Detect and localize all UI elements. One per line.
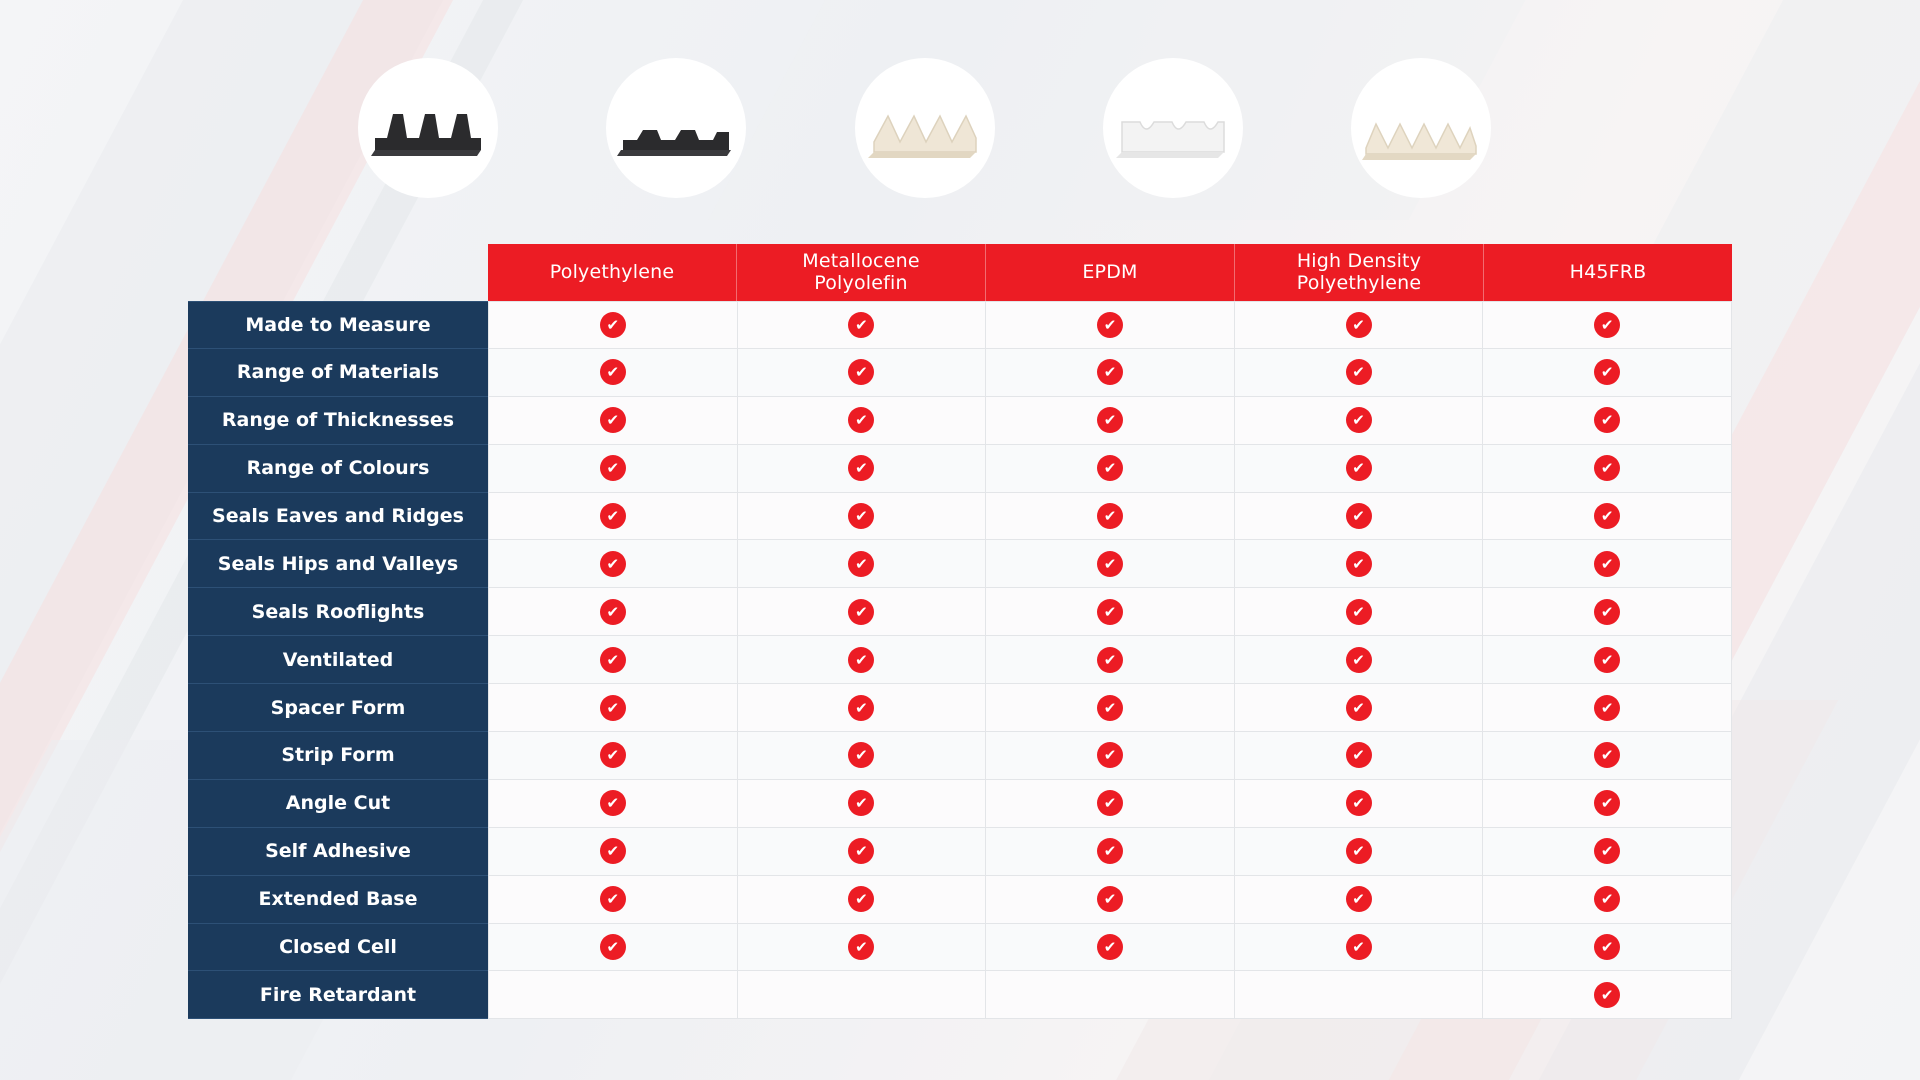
table-cell bbox=[1235, 876, 1484, 923]
row-cells bbox=[488, 876, 1732, 924]
table-cell bbox=[1235, 302, 1484, 348]
check-icon: ✔ bbox=[1594, 312, 1620, 338]
table-row bbox=[188, 924, 1732, 972]
check-icon: ✔ bbox=[848, 599, 874, 625]
table-cell bbox=[738, 349, 987, 396]
table-cell bbox=[1235, 684, 1484, 731]
check-icon: ✔ bbox=[848, 742, 874, 768]
check-icon: ✔ bbox=[1594, 934, 1620, 960]
table-cell bbox=[1483, 636, 1732, 683]
table-cell bbox=[1483, 732, 1732, 779]
table-row bbox=[188, 493, 1732, 541]
table-cell bbox=[738, 780, 987, 827]
check-icon: ✔ bbox=[1097, 647, 1123, 673]
table-row bbox=[188, 588, 1732, 636]
row-label: Strip Form bbox=[188, 732, 488, 780]
table-cell bbox=[1483, 540, 1732, 587]
table-cell bbox=[1483, 828, 1732, 875]
product-thumbnail-row bbox=[304, 35, 1545, 220]
table-row bbox=[188, 445, 1732, 493]
table-cell bbox=[986, 349, 1235, 396]
table-cell bbox=[1235, 780, 1484, 827]
table-cell bbox=[1483, 302, 1732, 348]
check-icon: ✔ bbox=[1346, 790, 1372, 816]
row-label: Seals Hips and Valleys bbox=[188, 540, 488, 588]
product-thumbnail-cell bbox=[800, 35, 1048, 220]
table-cell bbox=[986, 732, 1235, 779]
product-thumbnail-cell bbox=[1049, 35, 1297, 220]
table-cell bbox=[1235, 732, 1484, 779]
check-icon: ✔ bbox=[1346, 695, 1372, 721]
check-icon: ✔ bbox=[1346, 886, 1372, 912]
table-row bbox=[188, 828, 1732, 876]
row-label: Spacer Form bbox=[188, 684, 488, 732]
table-cell bbox=[1483, 349, 1732, 396]
column-header-high-density-polyethylene bbox=[1235, 244, 1484, 301]
row-cells bbox=[488, 732, 1732, 780]
check-icon: ✔ bbox=[1346, 742, 1372, 768]
table-cell bbox=[986, 924, 1235, 971]
check-icon: ✔ bbox=[1346, 359, 1372, 385]
check-icon: ✔ bbox=[600, 742, 626, 768]
check-icon: ✔ bbox=[1594, 886, 1620, 912]
table-cell bbox=[1235, 397, 1484, 444]
table-row bbox=[188, 397, 1732, 445]
table-cell bbox=[738, 397, 987, 444]
table-cell bbox=[986, 684, 1235, 731]
column-header-label-2: Polyolefin bbox=[814, 271, 908, 294]
check-icon: ✔ bbox=[1346, 838, 1372, 864]
row-label: Seals Rooflights bbox=[188, 588, 488, 636]
check-icon: ✔ bbox=[1346, 312, 1372, 338]
table-cell bbox=[1235, 636, 1484, 683]
table-cell bbox=[738, 732, 987, 779]
table-cell bbox=[488, 349, 738, 396]
check-icon: ✔ bbox=[1594, 551, 1620, 577]
black-profile-tall-ridges-icon bbox=[358, 58, 498, 198]
check-icon: ✔ bbox=[1594, 695, 1620, 721]
check-icon: ✔ bbox=[600, 503, 626, 529]
cream-profile-sawtooth-long-icon bbox=[1351, 58, 1491, 198]
check-icon: ✔ bbox=[1097, 886, 1123, 912]
table-cell bbox=[1483, 493, 1732, 540]
check-icon: ✔ bbox=[1097, 503, 1123, 529]
row-label: Made to Measure bbox=[188, 301, 488, 349]
table-cell bbox=[738, 684, 987, 731]
table-cell bbox=[986, 493, 1235, 540]
row-cells bbox=[488, 828, 1732, 876]
check-icon: ✔ bbox=[1594, 838, 1620, 864]
check-icon: ✔ bbox=[1594, 599, 1620, 625]
empty-cell-icon bbox=[1097, 982, 1123, 1008]
column-header-label: EPDM bbox=[1082, 260, 1138, 283]
row-label: Closed Cell bbox=[188, 924, 488, 972]
table-cell bbox=[488, 636, 738, 683]
empty-cell-icon bbox=[848, 982, 874, 1008]
table-cell bbox=[738, 876, 987, 923]
black-profile-low-ridges-icon bbox=[606, 58, 746, 198]
table-cell bbox=[986, 780, 1235, 827]
row-cells bbox=[488, 780, 1732, 828]
check-icon: ✔ bbox=[1594, 455, 1620, 481]
table-cell bbox=[738, 636, 987, 683]
check-icon: ✔ bbox=[600, 647, 626, 673]
check-icon: ✔ bbox=[848, 647, 874, 673]
table-cell bbox=[488, 540, 738, 587]
column-header-epdm bbox=[986, 244, 1235, 301]
table-row bbox=[188, 540, 1732, 588]
check-icon: ✔ bbox=[1346, 934, 1372, 960]
table-cell bbox=[488, 876, 738, 923]
table-row bbox=[188, 301, 1732, 349]
row-cells bbox=[488, 636, 1732, 684]
row-label: Range of Thicknesses bbox=[188, 397, 488, 445]
check-icon: ✔ bbox=[848, 312, 874, 338]
table-row bbox=[188, 636, 1732, 684]
row-label: Fire Retardant bbox=[188, 971, 488, 1019]
comparison-table bbox=[188, 301, 1732, 1019]
row-cells bbox=[488, 301, 1732, 349]
row-cells bbox=[488, 924, 1732, 972]
check-icon: ✔ bbox=[1594, 647, 1620, 673]
table-row bbox=[188, 349, 1732, 397]
table-cell bbox=[1235, 349, 1484, 396]
table-cell bbox=[1235, 828, 1484, 875]
table-cell bbox=[738, 924, 987, 971]
check-icon: ✔ bbox=[1097, 742, 1123, 768]
check-icon: ✔ bbox=[600, 695, 626, 721]
table-cell bbox=[1483, 924, 1732, 971]
table-cell bbox=[488, 780, 738, 827]
column-header-h45frb bbox=[1484, 244, 1732, 301]
check-icon: ✔ bbox=[600, 312, 626, 338]
table-cell bbox=[738, 302, 987, 348]
table-cell bbox=[986, 828, 1235, 875]
check-icon: ✔ bbox=[848, 551, 874, 577]
check-icon: ✔ bbox=[1346, 455, 1372, 481]
check-icon: ✔ bbox=[600, 455, 626, 481]
check-icon: ✔ bbox=[848, 838, 874, 864]
table-row bbox=[188, 732, 1732, 780]
check-icon: ✔ bbox=[848, 934, 874, 960]
check-icon: ✔ bbox=[1594, 742, 1620, 768]
check-icon: ✔ bbox=[1097, 407, 1123, 433]
column-header-label: Polyethylene bbox=[549, 260, 675, 283]
table-cell bbox=[738, 588, 987, 635]
empty-cell-icon bbox=[600, 982, 626, 1008]
table-cell bbox=[738, 828, 987, 875]
product-thumbnail-cell bbox=[304, 35, 552, 220]
table-cell bbox=[1235, 924, 1484, 971]
table-cell bbox=[488, 971, 738, 1018]
check-icon: ✔ bbox=[600, 886, 626, 912]
row-cells bbox=[488, 684, 1732, 732]
table-cell bbox=[1235, 971, 1484, 1018]
row-label: Extended Base bbox=[188, 876, 488, 924]
table-cell bbox=[1483, 971, 1732, 1018]
cream-profile-sawtooth-icon bbox=[855, 58, 995, 198]
check-icon: ✔ bbox=[1346, 647, 1372, 673]
table-row bbox=[188, 780, 1732, 828]
check-icon: ✔ bbox=[1594, 790, 1620, 816]
table-cell bbox=[1483, 876, 1732, 923]
check-icon: ✔ bbox=[848, 455, 874, 481]
check-icon: ✔ bbox=[1097, 695, 1123, 721]
check-icon: ✔ bbox=[848, 503, 874, 529]
check-icon: ✔ bbox=[1594, 359, 1620, 385]
check-icon: ✔ bbox=[848, 886, 874, 912]
check-icon: ✔ bbox=[600, 599, 626, 625]
column-header-label: High Density bbox=[1296, 249, 1422, 272]
check-icon: ✔ bbox=[1097, 790, 1123, 816]
row-label: Self Adhesive bbox=[188, 828, 488, 876]
check-icon: ✔ bbox=[848, 407, 874, 433]
column-header-metallocene-polyolefin bbox=[737, 244, 986, 301]
table-cell bbox=[986, 971, 1235, 1018]
table-cell bbox=[1235, 588, 1484, 635]
check-icon: ✔ bbox=[1594, 503, 1620, 529]
check-icon: ✔ bbox=[1097, 359, 1123, 385]
row-cells bbox=[488, 588, 1732, 636]
check-icon: ✔ bbox=[1097, 312, 1123, 338]
table-row bbox=[188, 971, 1732, 1019]
check-icon: ✔ bbox=[1594, 407, 1620, 433]
column-header-polyethylene bbox=[488, 244, 737, 301]
check-icon: ✔ bbox=[1346, 407, 1372, 433]
row-label: Ventilated bbox=[188, 636, 488, 684]
table-cell bbox=[488, 493, 738, 540]
table-cell bbox=[738, 971, 987, 1018]
table-cell bbox=[986, 636, 1235, 683]
table-cell bbox=[1483, 684, 1732, 731]
check-icon: ✔ bbox=[600, 551, 626, 577]
check-icon: ✔ bbox=[848, 695, 874, 721]
table-cell bbox=[986, 397, 1235, 444]
check-icon: ✔ bbox=[1594, 982, 1620, 1008]
check-icon: ✔ bbox=[600, 934, 626, 960]
table-cell bbox=[488, 732, 738, 779]
table-cell bbox=[986, 302, 1235, 348]
check-icon: ✔ bbox=[1097, 599, 1123, 625]
table-cell bbox=[1235, 540, 1484, 587]
table-cell bbox=[488, 924, 738, 971]
table-cell bbox=[488, 397, 738, 444]
table-cell bbox=[738, 493, 987, 540]
check-icon: ✔ bbox=[1346, 599, 1372, 625]
table-cell bbox=[1483, 397, 1732, 444]
row-cells bbox=[488, 445, 1732, 493]
check-icon: ✔ bbox=[600, 359, 626, 385]
row-label: Range of Materials bbox=[188, 349, 488, 397]
check-icon: ✔ bbox=[1097, 455, 1123, 481]
check-icon: ✔ bbox=[1097, 551, 1123, 577]
product-thumbnail-cell bbox=[1297, 35, 1545, 220]
table-cell bbox=[1483, 588, 1732, 635]
table-cell bbox=[986, 876, 1235, 923]
table-cell bbox=[986, 588, 1235, 635]
check-icon: ✔ bbox=[600, 407, 626, 433]
table-cell bbox=[738, 540, 987, 587]
check-icon: ✔ bbox=[1346, 503, 1372, 529]
table-cell bbox=[1483, 780, 1732, 827]
table-row bbox=[188, 684, 1732, 732]
table-cell bbox=[738, 445, 987, 492]
row-cells bbox=[488, 397, 1732, 445]
row-cells bbox=[488, 493, 1732, 541]
check-icon: ✔ bbox=[1097, 838, 1123, 864]
check-icon: ✔ bbox=[600, 790, 626, 816]
table-row bbox=[188, 876, 1732, 924]
product-thumbnail-cell bbox=[552, 35, 800, 220]
column-header-label: H45FRB bbox=[1569, 260, 1647, 283]
column-header-label-2: Polyethylene bbox=[1296, 271, 1422, 294]
table-cell bbox=[488, 302, 738, 348]
row-cells bbox=[488, 540, 1732, 588]
table-cell bbox=[1235, 493, 1484, 540]
table-cell bbox=[986, 445, 1235, 492]
table-cell bbox=[1483, 445, 1732, 492]
table-header-row bbox=[488, 244, 1732, 301]
table-cell bbox=[1235, 445, 1484, 492]
row-label: Angle Cut bbox=[188, 780, 488, 828]
row-label: Seals Eaves and Ridges bbox=[188, 493, 488, 541]
empty-cell-icon bbox=[1346, 982, 1372, 1008]
table-cell bbox=[488, 445, 738, 492]
check-icon: ✔ bbox=[1346, 551, 1372, 577]
table-cell bbox=[488, 588, 738, 635]
white-profile-wave-icon bbox=[1103, 58, 1243, 198]
row-cells bbox=[488, 349, 1732, 397]
check-icon: ✔ bbox=[848, 359, 874, 385]
check-icon: ✔ bbox=[1097, 934, 1123, 960]
check-icon: ✔ bbox=[848, 790, 874, 816]
table-cell bbox=[488, 684, 738, 731]
table-cell bbox=[986, 540, 1235, 587]
row-cells bbox=[488, 971, 1732, 1019]
table-cell bbox=[488, 828, 738, 875]
column-header-label: Metallocene bbox=[802, 249, 920, 272]
row-label: Range of Colours bbox=[188, 445, 488, 493]
check-icon: ✔ bbox=[600, 838, 626, 864]
